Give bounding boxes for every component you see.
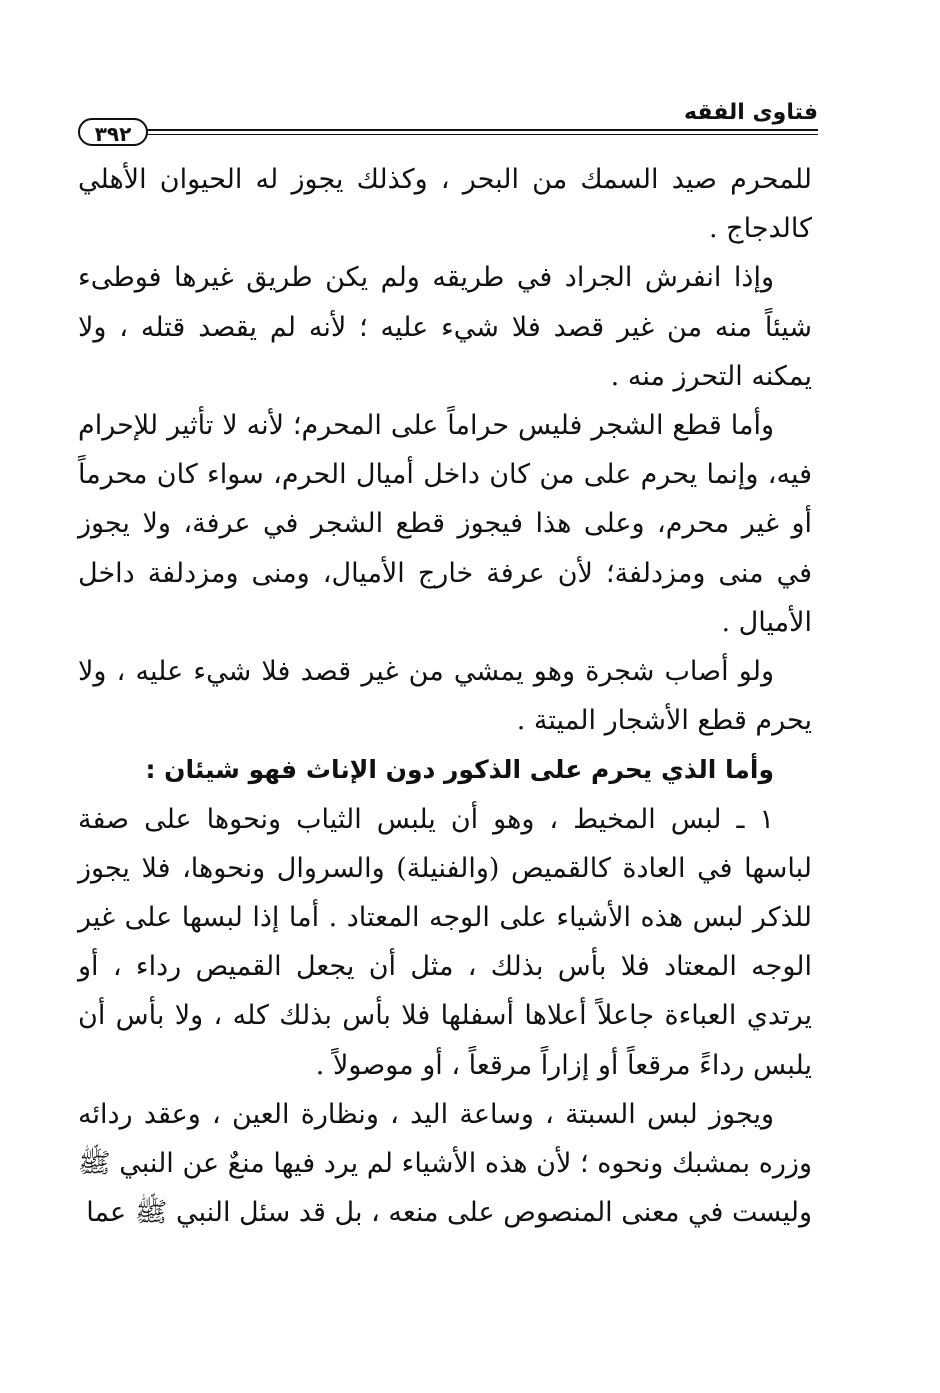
paragraph-locusts: وإذا انفرش الجراد في طريقه ولم يكن طريق غيرها فوطىء شيئاً منه من غير قصد فلا شيء عليه ؛ لأنه لم يقصد قتله ، ولا يمكنه التحرز منه . [78, 262, 812, 392]
paragraph-cutting-trees: وأما قطع الشجر فليس حراماً على المحرم؛ لأنه لا تأثير للإحرام فيه، وإنما يحرم على من كان داخل أميال الحرم، سواء كان محرماً أو غير محرم، وعلى هذا فيجوز قطع الشجر في عرفة، ولا يجوز في منى ومزدلفة؛ لأن عرفة خارج الأميال، ومنى ومزدلفة داخل الأميال . [78, 410, 812, 638]
section-heading: وأما الذي يحرم على الذكور دون الإناث فهو شيئان : [145, 755, 774, 785]
page-body [78, 155, 812, 1237]
paragraph-sewn-clothing: ١ ـ لبس المخيط ، وهو أن يلبس الثياب ونحوها على صفة لباسها في العادة كالقميص (والفنيلة) والسروال ونحوها، فلا يجوز للذكر لبس هذه الأشياء على الوجه المعتاد . أما إذا لبسها على غير الوجه المعتاد فلا بأس بذلك ، مثل أن يجعل القميص رداء ، أو يرتدي العباءة جاعلاً أعلاها أسفلها فلا بأس بذلك كله ، ولا بأس أن يلبس رداءً مرقعاً أو إزاراً مرقعاً ، أو موصولاً . [78, 803, 812, 1081]
header-rule-thin [146, 134, 818, 135]
paragraph-continuation: للمحرم صيد السمك من البحر ، وكذلك يجوز له الحيوان الأهلي كالدجاج . [78, 164, 812, 245]
book-title: فتاوى الفقه [684, 100, 818, 125]
running-header [78, 98, 818, 148]
paragraph-permitted-items: ويجوز لبس السبتة ، وساعة اليد ، ونظارة العين ، وعقد ردائه وزره بمشبك ونحوه ؛ لأن هذه الأشياء لم يرد فيها منعٌ عن النبي ﷺ وليست في معنى المنصوص على منعه ، بل قد سئل النبي ﷺ عما [78, 1098, 812, 1229]
page-number: ٣٩٢ [78, 118, 148, 146]
paragraph-hitting-tree: ولو أصاب شجرة وهو يمشي من غير قصد فلا شيء عليه ، ولا يحرم قطع الأشجار الميتة . [78, 656, 812, 737]
header-rule [146, 129, 818, 131]
